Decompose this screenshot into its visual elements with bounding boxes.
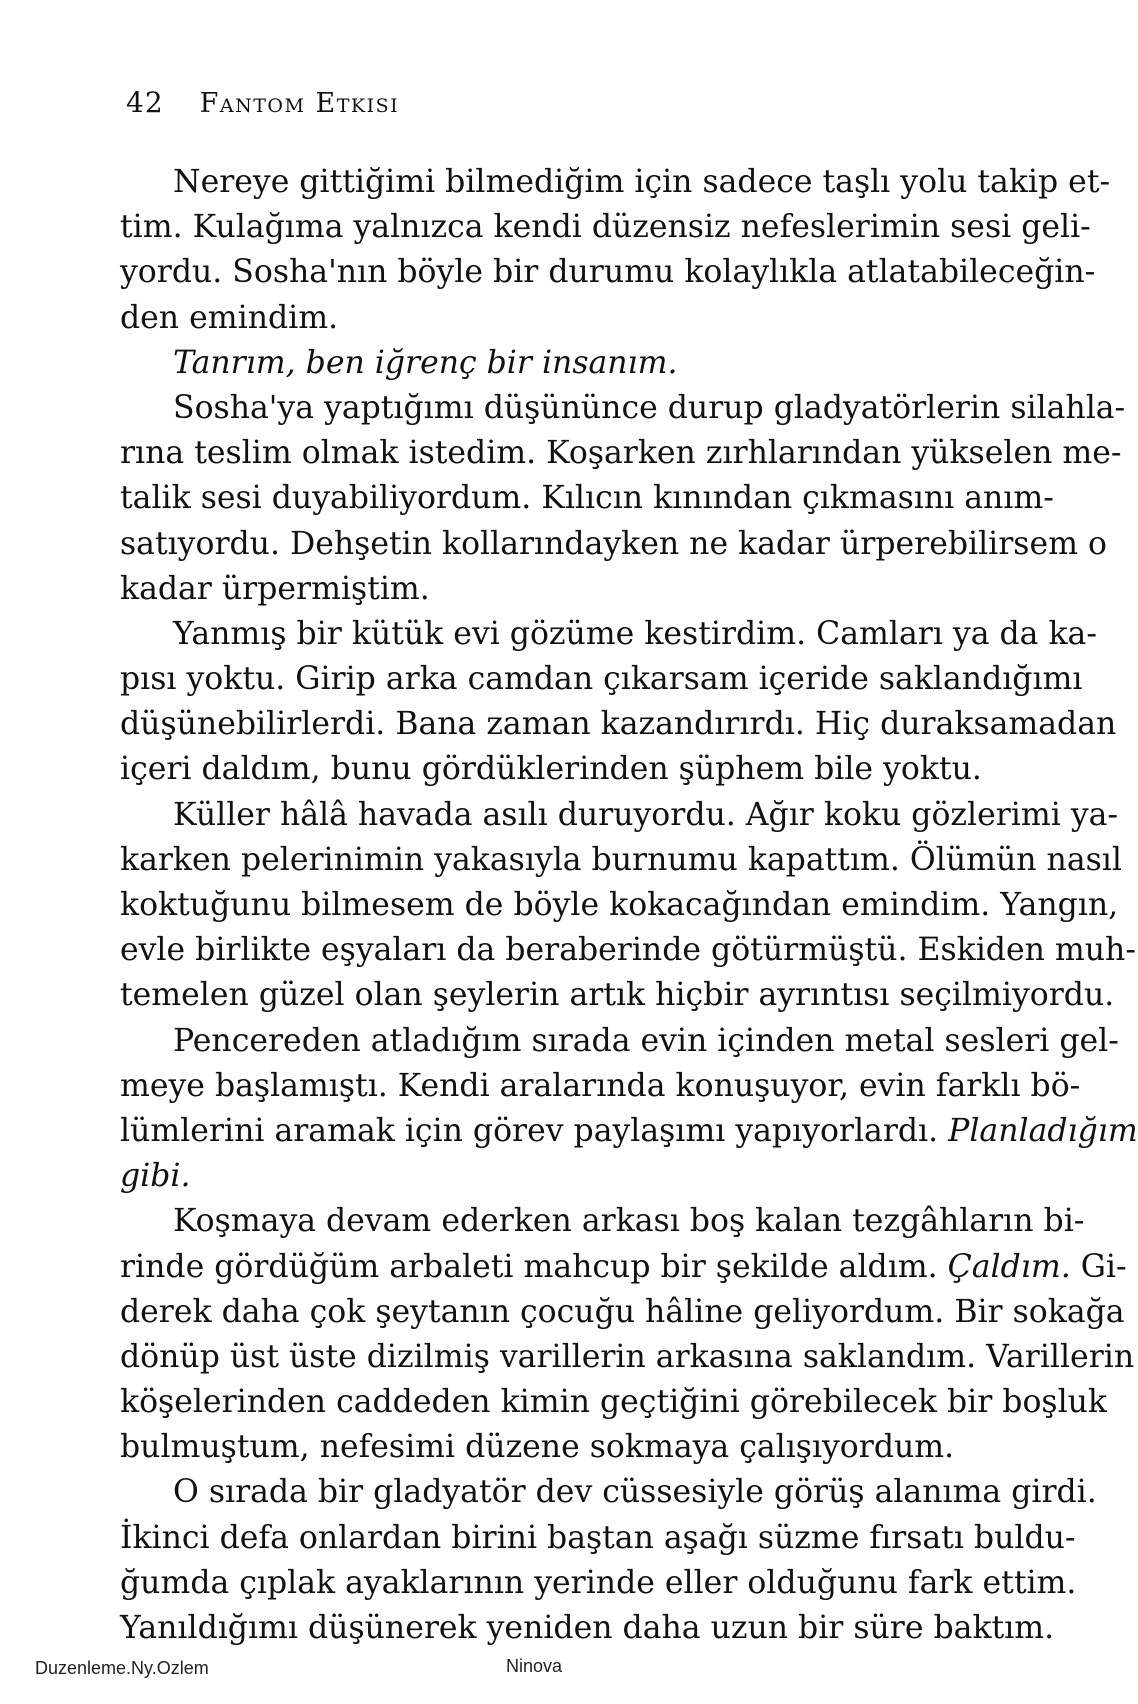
text-line: pısı yoktu. Girip arka camdan çıkarsam içeride saklandığımı (120, 661, 1083, 698)
text-line (120, 1109, 1138, 1154)
text-line: Yanıldığımı düşünerek yeniden daha uzun bir süre baktım. (120, 1610, 1055, 1646)
page-header (126, 86, 399, 119)
text-line: den emindim. (120, 299, 339, 336)
text-line: Küller hâlâ havada asılı duruyordu. Ağır koku gözlerimi ya- (173, 796, 1119, 833)
text-line: içeri daldım, bunu gördüklerinden şüphem bile yoktu. (120, 751, 982, 788)
text-line: bulmuştum, nefesimi düzene sokmaya çalışıyordum. (120, 1429, 955, 1466)
italic-thought: Tanrım, ben iğrenç bir insanım. (173, 344, 678, 381)
text-line: kadar ürpermiştim. (120, 570, 430, 607)
text-segment: lümlerini aramak için görev paylaşımı yapıyorlardı. (120, 1112, 939, 1149)
text-line: tim. Kulağıma yalnızca kendi düzensiz nefeslerimin sesi geli- (120, 209, 1091, 246)
text-line: Pencereden atladığım sırada evin içinden metal sesleri gel- (173, 1022, 1119, 1059)
text-line: koktuğunu bilmesem de böyle kokacağından emindim. Yangın, (120, 887, 1119, 923)
text-line: köşelerinden caddeden kimin geçtiğini görebilecek bir boşluk (120, 1384, 1108, 1421)
text-line: Nereye gittiğimi bilmediğim için sadece taşlı yolu takip et- (173, 164, 1111, 200)
text-line: derek daha çok şeytanın çocuğu hâline geliyordum. Bir sokağa (120, 1293, 1125, 1330)
text-line (120, 1245, 1127, 1290)
page-number: 42 (126, 86, 164, 119)
italic-segment: gibi. (120, 1158, 191, 1195)
footer-credit: Duzenleme.Ny.Ozlem (35, 1658, 209, 1678)
text-line: karken pelerinimin yakasıyla burnumu kapattım. Ölümün nasıl (120, 841, 1122, 878)
text-line: O sırada bir gladyatör dev cüssesiyle görüş alanıma girdi. (173, 1474, 1097, 1511)
text-line: satıyordu. Dehşetin kollarındayken ne kadar ürperebilirsem o (120, 525, 1107, 562)
text-line: ğumda çıplak ayaklarının yerinde eller olduğunu fark ettim. (120, 1564, 1077, 1601)
running-title: Fantom Etkisi (199, 88, 400, 119)
footer-publisher: Ninova (506, 1656, 563, 1676)
text-line: meye başlamıştı. Kendi aralarında konuşuyor, evin farklı bö- (120, 1067, 1081, 1104)
body-text (120, 160, 1138, 1651)
text-line: dönüp üst üste dizilmiş varillerin arkasına saklandım. Varillerin (120, 1338, 1135, 1375)
text-segment: rinde gördüğüm arbaleti mahcup bir şekilde aldım. (120, 1248, 938, 1285)
text-line (120, 1154, 963, 1199)
text-line: temelen güzel olan şeylerin artık hiçbir ayrıntısı seçilmiyordu. (120, 977, 1115, 1014)
text-line: İkinci defa onlardan birini baştan aşağı süzme fırsatı buldu- (120, 1519, 1076, 1556)
text-line (120, 341, 963, 386)
text-line: rına teslim olmak istedim. Koşarken zırhlarından yükselen me- (120, 435, 1122, 472)
text-line: Yanmış bir kütük evi gözüme kestirdim. Camları ya da ka- (173, 615, 1097, 652)
text-line: evle birlikte eşyaları da beraberinde götürmüştü. Eskiden muh- (120, 932, 1136, 969)
text-line: yordu. Sosha'nın böyle bir durumu kolaylıkla atlatabileceğin- (120, 254, 1096, 291)
text-line: Sosha'ya yaptığımı düşününce durup gladyatörlerin silahla- (173, 389, 1126, 426)
italic-segment: Planladığım (948, 1112, 1138, 1149)
text-line: Koşmaya devam ederken arkası boş kalan tezgâhların bi- (173, 1203, 1085, 1240)
text-line: düşünebilirlerdi. Bana zaman kazandırırdı. Hiç duraksamadan (120, 706, 1117, 743)
text-segment: Gi- (1080, 1248, 1127, 1285)
text-line: talik sesi duyabiliyordum. Kılıcın kınından çıkmasını anım- (120, 480, 1054, 517)
italic-segment: Çaldım. (947, 1248, 1071, 1285)
